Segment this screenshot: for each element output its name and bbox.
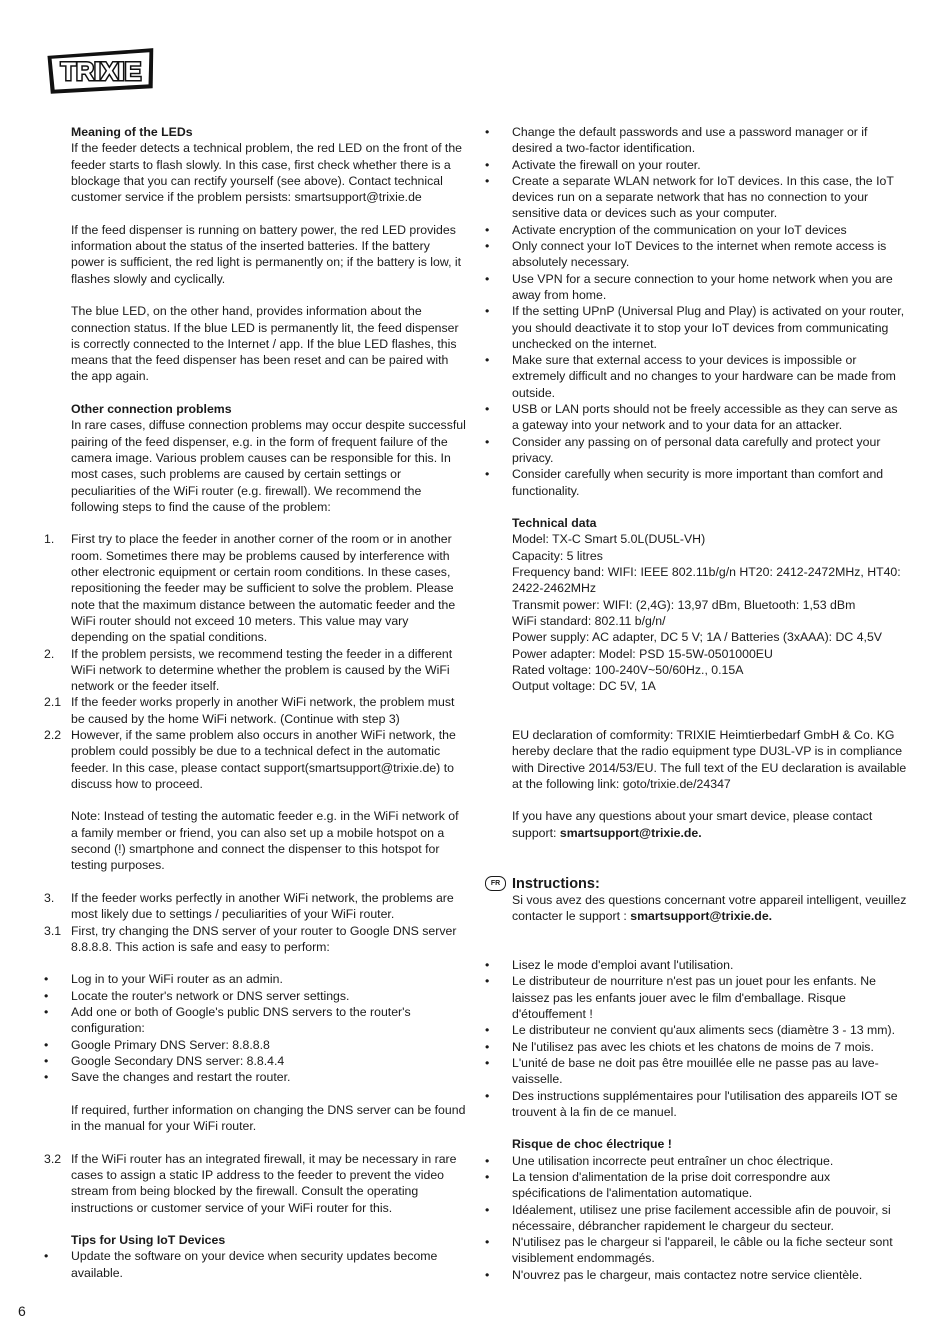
page-number: 6 <box>18 1303 26 1319</box>
left-column <box>44 124 466 1281</box>
step-text: If the problem persists, we recommend testing the feeder in a different WiFi network to determine whether the problem is caused by the WiFi network or the feeder itself. <box>71 646 453 694</box>
leds-heading: Meaning of the LEDs <box>71 125 193 139</box>
step-text: However, if the same problem also occurs in another WiFi network, the problem could possibly be due to a technical defect in the automatic feeder. In this case, please contact support(smartsupport@trixie.de) to discuss how to proceed. <box>71 727 456 791</box>
leds-paragraph-3: The blue LED, on the other hand, provides information about the connection status. If the blue LED is permanently lit, the feed dispenser is correctly connected to the Internet / app. If the blue LED flashes, this means that the feed dispenser has been reset and can be paired with the app again. <box>71 304 459 384</box>
leds-paragraph-1: If the feeder detects a technical problem, the red LED on the front of the feeder starts to flash slowly. In this case, first check whether there is a blockage that you can rectify yourself (see above). Contact technical customer service if the problem persists: smartsupport@trixie.de <box>71 141 463 205</box>
step-text: If the feeder works properly in another WiFi network, the problem must be caused by the home WiFi network. (Continue with step 3) <box>71 695 455 726</box>
technical-data-line: Frequency band: WIFI: IEEE 802.11b/g/n HT20: 2412-2472MHz, HT40: 2422-2462MHz <box>512 565 901 596</box>
step-text: First, try changing the DNS server of your router to Google DNS server 8.8.8.8. This action is safe and easy to perform: <box>71 923 457 954</box>
bullet-item <box>485 1267 907 1283</box>
bullet-text: Une utilisation incorrecte peut entraîner un choc électrique. <box>512 1153 834 1168</box>
technical-data-line: Rated voltage: 100-240V~50/60Hz., 0.15A <box>512 662 744 677</box>
technical-data-line: Power adapter: Model: PSD 15-5W-0501000EU <box>512 646 773 661</box>
bullet-text: Lisez le mode d'emploi avant l'utilisation. <box>512 958 734 973</box>
bullet-item <box>485 957 907 973</box>
bullet-text: Activate encryption of the communication on your IoT devices <box>512 222 847 237</box>
bullet-text: La tension d'alimentation de la prise doit correspondre aux spécifications de l'alimentation automatique. <box>512 1170 831 1201</box>
bullet-item <box>485 271 907 304</box>
bullet-item <box>485 124 907 157</box>
connection-heading: Other connection problems <box>71 402 232 417</box>
bullet-marker: • <box>485 1039 490 1054</box>
bullet-text: Google Secondary DNS server: 8.8.4.4 <box>71 1053 285 1068</box>
bullet-text: L'unité de base ne doit pas être mouillée elle ne passe pas au lave-vaisselle. <box>512 1055 879 1087</box>
bullet-marker: • <box>485 1023 490 1038</box>
step-item <box>44 646 466 695</box>
bullet-item <box>485 1202 907 1235</box>
step-item <box>44 923 466 956</box>
dns-bullet-list <box>44 971 466 1085</box>
leds-paragraph-2: If the feed dispenser is running on battery power, the red LED provides information about the status of the inserted batteries. If the battery power is sufficient, the red light is permanently on; if the battery is low, it flashes slowly and cyclically. <box>71 222 462 286</box>
bullet-marker: • <box>485 125 490 139</box>
bullet-item <box>485 238 907 271</box>
shock-bullet-list <box>485 1153 907 1283</box>
step-text: If the WiFi router has an integrated firewall, it may be necessary in rare cases to assign a static IP address to the feeder to prevent the video stream from being blocked by the firewall. Consult the operating instructions or customer service of your WiFi router for this. <box>71 1151 457 1215</box>
fr-instructions-heading <box>485 876 907 892</box>
bullet-marker: • <box>485 467 490 482</box>
bullet-text: USB or LAN ports should not be freely accessible as they can serve as a gateway into your network and to your data for an attacker. <box>512 402 898 433</box>
bullet-item <box>44 1053 466 1069</box>
steps-list <box>44 531 466 792</box>
bullet-text: Idéalement, utilisez une prise facilement accessible afin de pouvoir, si nécessaire, débrancher rapidement le chargeur du secteur. <box>512 1202 891 1233</box>
technical-data-line: Model: TX-C Smart 5.0L(DU5L-VH) <box>512 532 706 547</box>
fr-intro-paragraph <box>512 892 907 925</box>
steps-list-2 <box>44 890 466 955</box>
bullet-text: If the setting UPnP (Universal Plug and Play) is activated on your router, you should deactivate it to stop your IoT devices from communicating unchecked on the internet. <box>512 304 905 351</box>
step-3-2 <box>44 1151 466 1216</box>
dns-note: If required, further information on changing the DNS server can be found in the manual for your WiFi router. <box>71 1102 466 1134</box>
fr-bullet-list <box>485 957 907 1120</box>
bullet-text: Consider any passing on of personal data carefully and protect your privacy. <box>512 434 881 465</box>
bullet-text: Create a separate WLAN network for IoT devices. In this case, the IoT devices run on a separate network that has no connection to your sensitive data or devices such as your computer. <box>512 173 894 221</box>
step-item <box>44 890 466 923</box>
step-item <box>44 727 466 792</box>
bullet-text: Add one or both of Google's public DNS servers to the router's configuration: <box>71 1005 411 1036</box>
bullet-marker: • <box>485 434 490 449</box>
bullet-text: Make sure that external access to your devices is impossible or extremely difficult and no changes to your hardware can be made from outside. <box>512 353 896 400</box>
bullet-marker: • <box>485 157 490 172</box>
bullet-item <box>485 1169 907 1202</box>
bullet-item <box>44 1069 466 1085</box>
tips-heading: Tips for Using IoT Devices <box>71 1233 226 1248</box>
bullet-text: Activate the firewall on your router. <box>512 157 701 172</box>
technical-data-line: Output voltage: DC 5V, 1A <box>512 679 656 694</box>
bullet-text: Le distributeur de nourriture n'est pas un jouet pour les enfants. Ne laissez pas les enfants jouer avec le film d'emballage. Risque d'étouffement ! <box>512 974 876 1022</box>
bullet-item <box>44 1037 466 1053</box>
bullet-item <box>485 1039 907 1055</box>
bullet-item <box>485 401 907 434</box>
bullet-text: Google Primary DNS Server: 8.8.8.8 <box>71 1037 270 1052</box>
technical-data-list <box>512 531 907 694</box>
bullet-item <box>44 971 466 987</box>
bullet-marker: • <box>44 1249 49 1264</box>
tips-bullet-list-continued <box>485 124 907 499</box>
technical-data-heading: Technical data <box>512 516 597 531</box>
bullet-marker: • <box>485 974 490 989</box>
bullet-marker: • <box>485 1055 490 1070</box>
bullet-marker: • <box>44 1005 49 1020</box>
step-text: First try to place the feeder in another corner of the room or in another room. Sometimes there may be problems caused by interference with other electronic equipment or certain room conditions. In these cases, repositioning the feeder may be sufficient to solve the problem. Please note that the maximum distance between the automatic feeder and the WiFi router should not exceed 10 meters. This value may vary depending on the spatial conditions. <box>71 532 456 645</box>
bullet-marker: • <box>485 1235 490 1250</box>
bullet-item <box>485 1022 907 1038</box>
bullet-marker: • <box>44 988 49 1003</box>
bullet-item <box>485 157 907 173</box>
bullet-item <box>485 1234 907 1267</box>
step-number: 2.2 <box>44 727 62 742</box>
bullet-item <box>485 303 907 352</box>
bullet-item <box>485 173 907 222</box>
bullet-marker: • <box>485 402 490 417</box>
bullet-marker: • <box>485 1088 490 1103</box>
questions-text: If you have any questions about your smart device, please contact support: <box>512 809 873 840</box>
bullet-text: N'utilisez pas le chargeur si l'appareil, le câble ou la fiche secteur sont visiblement endommagés. <box>512 1235 893 1266</box>
step-number: 3.1 <box>44 923 62 938</box>
bullet-item <box>44 1004 466 1037</box>
shock-heading: Risque de choc électrique ! <box>512 1137 672 1152</box>
bullet-text: Only connect your IoT Devices to the internet when remote access is absolutely necessary. <box>512 239 887 270</box>
trixie-logo <box>44 44 158 96</box>
fr-intro-text: Si vous avez des questions concernant votre appareil intelligent, veuillez contacter le support : <box>512 892 907 924</box>
bullet-marker: • <box>485 239 490 254</box>
bullet-marker: • <box>485 1153 490 1168</box>
bullet-text: Locate the router's network or DNS server settings. <box>71 988 350 1003</box>
bullet-text: Ne l'utilisez pas avec les chiots et les chatons de moins de 7 mois. <box>512 1039 874 1054</box>
step-number: 2. <box>44 646 55 661</box>
step-text: If the feeder works perfectly in another WiFi network, the problems are most likely due to settings / peculiarities of your WiFi router. <box>71 890 454 922</box>
fr-heading-text: Instructions: <box>512 875 600 892</box>
hotspot-note: Note: Instead of testing the automatic feeder e.g. in the WiFi network of a family member or friend, you can also set up a mobile hotspot on a second (!) smartphone and connect the dispenser to this hotspot for testing purposes. <box>71 809 459 873</box>
bullet-marker: • <box>485 271 490 286</box>
technical-data-line: WiFi standard: 802.11 b/g/n/ <box>512 613 666 628</box>
bullet-item <box>485 1055 907 1088</box>
bullet-marker: • <box>485 1267 490 1282</box>
logo-text: TRIXIE <box>60 58 142 86</box>
bullet-text: N'ouvrez pas le chargeur, mais contactez notre service clientèle. <box>512 1267 863 1282</box>
bullet-marker: • <box>485 1170 490 1184</box>
step-number: 2.1 <box>44 695 62 710</box>
step-number: 3. <box>44 890 55 905</box>
bullet-marker: • <box>44 1053 49 1068</box>
bullet-marker: • <box>485 222 490 237</box>
bullet-text: Use VPN for a secure connection to your home network when you are away from home. <box>512 271 893 302</box>
bullet-item <box>485 466 907 499</box>
bullet-item <box>485 1153 907 1169</box>
bullet-marker: • <box>44 1037 49 1052</box>
fr-support-email: smartsupport@trixie.de. <box>630 909 773 924</box>
bullet-item <box>485 973 907 1022</box>
technical-data-line: Power supply: AC adapter, DC 5 V; 1A / Batteries (3xAAA): DC 4,5V <box>512 630 882 645</box>
step-item <box>44 694 466 727</box>
bullet-marker: • <box>485 958 490 973</box>
bullet-text: Des instructions supplémentaires pour l'utilisation des appareils IOT se trouvent à la fin de ce manuel. <box>512 1088 898 1119</box>
bullet-text: Log in to your WiFi router as an admin. <box>71 972 283 987</box>
bullet-item <box>485 352 907 401</box>
fr-language-badge: FR <box>485 876 506 891</box>
bullet-marker: • <box>485 304 490 319</box>
step-item <box>44 531 466 645</box>
tips-bullet-list <box>44 1248 466 1281</box>
technical-data-line: Transmit power: WIFI: (2,4G): 13,97 dBm, Bluetooth: 1,53 dBm <box>512 597 856 612</box>
bullet-item <box>485 1088 907 1121</box>
questions-paragraph <box>512 808 907 841</box>
support-email: smartsupport@trixie.de. <box>559 825 702 840</box>
bullet-item <box>485 434 907 467</box>
bullet-marker: • <box>485 353 490 368</box>
bullet-text: Save the changes and restart the router. <box>71 1070 291 1085</box>
bullet-marker: • <box>485 173 490 188</box>
step-number: 1. <box>44 532 55 547</box>
bullet-marker: • <box>44 1070 49 1085</box>
right-column <box>485 124 907 1283</box>
step-number: 3.2 <box>44 1151 62 1166</box>
bullet-text: Consider carefully when security is more important than comfort and functionality. <box>512 467 884 498</box>
bullet-text: Le distributeur ne convient qu'aux aliments secs (diamètre 3 - 13 mm). <box>512 1023 896 1038</box>
bullet-item <box>44 1248 466 1281</box>
connection-paragraph: In rare cases, diffuse connection problems may occur despite successful pairing of the feed dispenser, e.g. in the form of frequent failure of the camera image. Various problem causes can be responsible for this. In most cases, such problems are caused by certain settings or peculiarities of the WiFi router (e.g. firewall). We recommend the following steps to find the cause of the problem: <box>71 418 466 514</box>
eu-declaration: EU declaration of comformity: TRIXIE Heimtierbedarf GmbH & Co. KG hereby declare that the radio equipment type DU3L-VP is in compliance with Directive 2014/53/EU. The full text of the EU declaration is available at the following link: goto/trixie.de/24347 <box>512 727 907 791</box>
bullet-item <box>44 988 466 1004</box>
bullet-marker: • <box>485 1202 490 1217</box>
technical-data-line: Capacity: 5 litres <box>512 548 603 563</box>
bullet-text: Change the default passwords and use a password manager or if desired a two-factor identification. <box>512 125 868 156</box>
bullet-marker: • <box>44 972 49 987</box>
bullet-text: Update the software on your device when security updates become available. <box>71 1249 438 1280</box>
bullet-item <box>485 222 907 238</box>
